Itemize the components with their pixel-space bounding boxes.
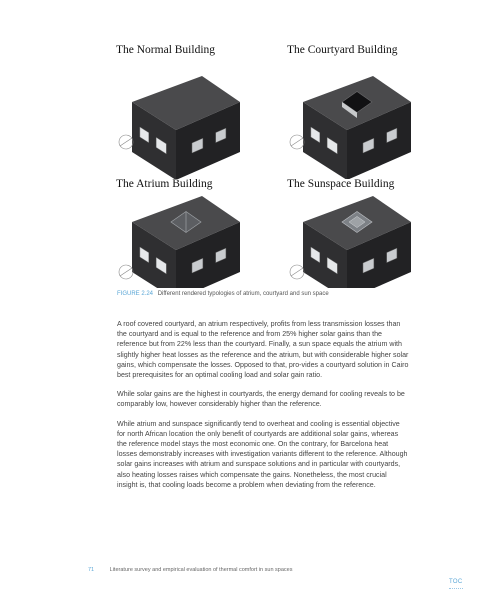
compass-needle bbox=[120, 268, 132, 276]
page-footer bbox=[88, 567, 292, 573]
compass-needle bbox=[120, 138, 132, 146]
compass-needle bbox=[291, 268, 303, 276]
toc-link[interactable]: TOC bbox=[449, 579, 463, 585]
figure-title: The Atrium Building bbox=[116, 178, 213, 190]
building-render bbox=[287, 44, 457, 179]
figure-title: The Normal Building bbox=[116, 44, 216, 56]
toc-underline bbox=[449, 588, 463, 589]
figure-caption bbox=[117, 291, 329, 297]
figure-title: The Courtyard Building bbox=[287, 44, 398, 56]
paragraph: While solar gains are the highest in courtyards, the energy demand for cooling reveals to be comparably low, however considerably higher than the reference. bbox=[117, 390, 405, 409]
figure-title: The Sunspace Building bbox=[287, 178, 395, 190]
page-number: 71 bbox=[88, 567, 95, 573]
figure-label: FIGURE 2.24 bbox=[117, 291, 154, 297]
paragraph: While atrium and sunspace significantly tend to overheat and cooling is essential objective for north African location the only benefit of courtyards are additional solar gains, whereas the reference model stays the most economic one. On the contrary, for Barcelona heat losses demonstrably increases with investigation variants different to the reference. Although solar gains increases with atrium and sunspace solutions and in particular with courtyards, also heating losses raises which compensate the gains. Nonetheless, the most crucial insight is, that cooling loads become a problem when deviating from the reference. bbox=[117, 419, 408, 489]
figure-normal-building bbox=[116, 44, 286, 179]
building-render bbox=[116, 178, 286, 288]
body-text bbox=[117, 319, 409, 499]
paragraph: A roof covered courtyard, an atrium respectively, profits from less transmission losses than the courtyard and is equal to the reference and from 25% higher solar gains than the reference but from 22% less than the courtyard. Finally, a sun space equals the atrium with slightly higher heat losses as the reference and the atrium, but with considerable higher solar gains, which compensate the losses. Opposed to that, pro-vides a courtyard solution in Cairo best prerequisites for an optimal cooling load and solar gain ratio. bbox=[117, 320, 409, 380]
caption-text: Different rendered typologies of atrium, courtyard and sun space bbox=[157, 291, 329, 297]
running-title: Literature survey and empirical evaluation of thermal comfort in sun spaces bbox=[109, 567, 293, 573]
building-render bbox=[287, 178, 457, 288]
building-render bbox=[116, 44, 286, 179]
compass-needle bbox=[291, 138, 303, 146]
figure-courtyard-building bbox=[287, 44, 457, 179]
